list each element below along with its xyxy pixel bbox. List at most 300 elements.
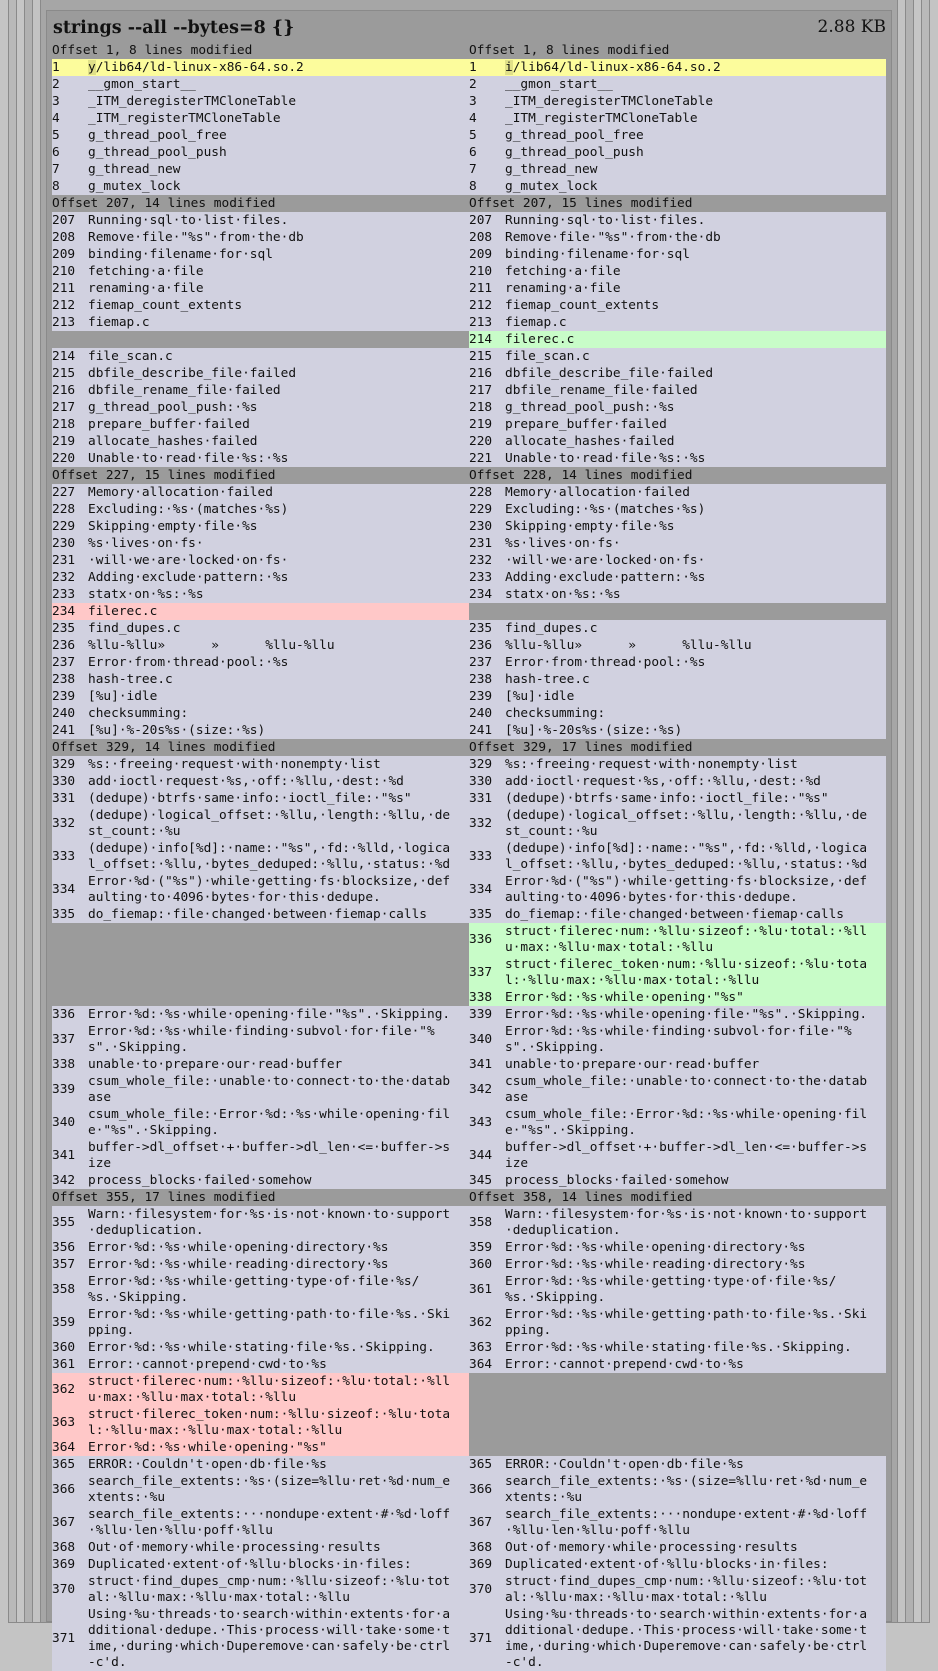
- left-cell: [52, 110, 469, 127]
- line-text: Error·%d:·%s·while·opening·file·"%s".·Skipping.: [505, 1007, 868, 1022]
- diff-row: [52, 229, 886, 246]
- line-number: 340: [469, 1032, 493, 1047]
- diff-row: [52, 365, 886, 382]
- right-cell: [469, 382, 886, 399]
- line-text: %s·lives·on·fs·: [88, 536, 204, 551]
- diff-row: [52, 1539, 886, 1556]
- left-cell: [52, 348, 469, 365]
- line-text: Out·of·memory·while·processing·results: [88, 1540, 381, 1555]
- line-number: 230: [52, 536, 76, 551]
- line-text: renaming·a·file: [505, 281, 621, 296]
- line-number: 238: [469, 672, 493, 687]
- line-text: Error·%d:·%s·while·reading·directory·%s: [505, 1257, 806, 1272]
- line-text: (dedupe)·info[%d]:·name:·"%s",·fd:·%lld,·logical_offset:·%llu,·bytes_deduped:·%llu,·status:·%d: [505, 841, 868, 872]
- diff-row: [52, 76, 886, 93]
- line-number: 207: [52, 213, 76, 228]
- diff-row: [52, 1273, 886, 1306]
- line-number: 370: [52, 1582, 76, 1597]
- left-cell: [52, 1139, 469, 1172]
- line-text: filerec.c: [88, 604, 158, 619]
- left-cell: [52, 1306, 469, 1339]
- diff-row: [52, 484, 886, 501]
- line-number: 356: [52, 1240, 76, 1255]
- diff-row: [52, 654, 886, 671]
- right-cell: [469, 671, 886, 688]
- line-text: fetching·a·file: [505, 264, 621, 279]
- line-text: [505, 603, 872, 620]
- line-number: 221: [469, 451, 493, 466]
- line-number: 334: [469, 882, 493, 897]
- diff-row: [52, 1172, 886, 1189]
- line-number: 336: [52, 1007, 76, 1022]
- line-text: filerec.c: [505, 332, 575, 347]
- left-cell: [52, 637, 469, 654]
- line-number: 241: [469, 723, 493, 738]
- line-number: 217: [469, 383, 493, 398]
- right-cell: [469, 314, 886, 331]
- line-text: Error·%d:·%s·while·finding·subvol·for·file·"%s".·Skipping.: [505, 1024, 852, 1055]
- left-cell: [52, 229, 469, 246]
- line-text: _ITM_registerTMCloneTable: [505, 111, 698, 126]
- left-cell: [52, 178, 469, 195]
- line-number: 239: [52, 689, 76, 704]
- line-text: [%u]·%-20s%s·(size:·%s): [505, 723, 683, 738]
- line-number: 233: [52, 587, 76, 602]
- line-text: %s:·freeing·request·with·nonempty·list: [88, 757, 381, 772]
- right-cell: [469, 280, 886, 297]
- line-number: 228: [469, 485, 493, 500]
- line-number: [52, 923, 88, 956]
- diff-row: [52, 518, 886, 535]
- line-text: ·will·we·are·locked·on·fs·: [88, 553, 289, 568]
- right-cell: [469, 59, 886, 76]
- line-number: 341: [52, 1148, 76, 1163]
- changed-char: y: [88, 60, 96, 75]
- right-cell: [469, 906, 886, 923]
- left-cell: [52, 705, 469, 722]
- right-cell: [469, 1373, 886, 1406]
- diff-row: [52, 59, 886, 76]
- line-number: 369: [52, 1557, 76, 1572]
- line-text: ERROR:·Couldn't·open·db·file·%s: [88, 1457, 327, 1472]
- line-number: 232: [469, 553, 493, 568]
- line-number: 366: [52, 1482, 76, 1497]
- right-cell: [469, 365, 886, 382]
- left-cell: [52, 1339, 469, 1356]
- hunk-right: Offset 329, 17 lines modified: [469, 740, 693, 755]
- line-number: 369: [469, 1557, 493, 1572]
- line-text: Unable·to·read·file·%s:·%s: [88, 451, 289, 466]
- line-text: fiemap.c: [505, 315, 567, 330]
- line-number: 209: [469, 247, 493, 262]
- line-number: 332: [52, 816, 76, 831]
- line-text: do_fiemap:·file·changed·between·fiemap·calls: [505, 907, 844, 922]
- line-number: 371: [469, 1631, 493, 1646]
- right-cell: [469, 1139, 886, 1172]
- line-text: Skipping·empty·file·%s: [505, 519, 675, 534]
- left-cell: [52, 280, 469, 297]
- diff-row: [52, 989, 886, 1006]
- right-cell: [469, 399, 886, 416]
- line-text: %llu-%llu» » %llu-%llu: [88, 638, 335, 653]
- right-cell: [469, 1206, 886, 1239]
- line-number: 241: [52, 723, 76, 738]
- line-number: 360: [52, 1340, 76, 1355]
- line-text: (dedupe)·info[%d]:·name:·"%s",·fd:·%lld,·logical_offset:·%llu,·bytes_deduped:·%llu,·status:·%d: [88, 841, 451, 872]
- line-number: [469, 1406, 505, 1439]
- line-number: 8: [52, 179, 60, 194]
- right-cell: [469, 1606, 886, 1671]
- left-cell: [52, 1473, 469, 1506]
- line-text: (dedupe)·btrfs·same·info:·ioctl_file:·"%s": [88, 791, 412, 806]
- right-cell: [469, 773, 886, 790]
- right-cell: [469, 1106, 886, 1139]
- line-number: 7: [469, 162, 477, 177]
- left-cell: [52, 1506, 469, 1539]
- hunk-header: [52, 1189, 886, 1206]
- diff-row: [52, 331, 886, 348]
- line-text: struct·filerec·num:·%llu·sizeof:·%lu·total:·%llu·max:·%llu·max·total:·%llu: [505, 924, 868, 955]
- right-cell: [469, 297, 886, 314]
- line-text: binding·filename·for·sql: [88, 247, 273, 262]
- line-text: checksumming:: [505, 706, 606, 721]
- line-text: Out·of·memory·while·processing·results: [505, 1540, 798, 1555]
- line-number: 4: [52, 111, 60, 126]
- right-cell: [469, 416, 886, 433]
- diff-row: [52, 773, 886, 790]
- line-text: allocate_hashes·failed: [88, 434, 258, 449]
- diff-row: [52, 1023, 886, 1056]
- line-text: [505, 1406, 872, 1439]
- left-cell: [52, 1456, 469, 1473]
- line-number: 216: [469, 366, 493, 381]
- line-number: 339: [469, 1007, 493, 1022]
- diff-row: [52, 501, 886, 518]
- line-text: [88, 923, 455, 956]
- line-text: Warn:·filesystem·for·%s·is·not·known·to·support·deduplication.: [88, 1207, 451, 1238]
- left-cell: [52, 569, 469, 586]
- line-number: 213: [52, 315, 76, 330]
- left-cell: [52, 365, 469, 382]
- line-number: 229: [52, 519, 76, 534]
- right-cell: [469, 76, 886, 93]
- line-number: 7: [52, 162, 60, 177]
- diff-row: [52, 1373, 886, 1406]
- diff-row: [52, 956, 886, 989]
- line-number: 210: [469, 264, 493, 279]
- left-cell: [52, 1006, 469, 1023]
- line-text: hash-tree.c: [505, 672, 590, 687]
- line-number: 341: [469, 1057, 493, 1072]
- left-cell: [52, 956, 469, 989]
- line-number: 345: [469, 1173, 493, 1188]
- right-cell: [469, 1256, 886, 1273]
- diff-row: [52, 603, 886, 620]
- line-text: dbfile_rename_file·failed: [88, 383, 281, 398]
- line-text: g_thread_pool_free: [88, 128, 227, 143]
- line-text: search_file_extents:·%s·(size=%llu·ret·%d·num_extents:·%u: [88, 1474, 451, 1505]
- diff-row: [52, 1556, 886, 1573]
- hunk-left: Offset 227, 15 lines modified: [52, 468, 276, 483]
- hunk-right: Offset 1, 8 lines modified: [469, 43, 670, 58]
- line-number: 360: [469, 1257, 493, 1272]
- line-number: 217: [52, 400, 76, 415]
- line-text: %s·lives·on·fs·: [505, 536, 621, 551]
- hunk-right: Offset 358, 14 lines modified: [469, 1190, 693, 1205]
- line-text: process_blocks·failed·somehow: [88, 1173, 312, 1188]
- hunk-left: Offset 207, 14 lines modified: [52, 196, 276, 211]
- left-cell: [52, 127, 469, 144]
- line-number: 216: [52, 383, 76, 398]
- line-number: 365: [52, 1457, 76, 1472]
- diff-row: [52, 906, 886, 923]
- line-text: [505, 1373, 872, 1406]
- line-number: 2: [52, 77, 60, 92]
- right-cell: [469, 603, 886, 620]
- line-text: [88, 956, 455, 989]
- line-text: Error:·cannot·prepend·cwd·to·%s: [505, 1357, 744, 1372]
- left-cell: [52, 1439, 469, 1456]
- right-cell: [469, 1439, 886, 1456]
- left-cell: [52, 1406, 469, 1439]
- line-text: unable·to·prepare·our·read·buffer: [88, 1057, 343, 1072]
- hunk-header: [52, 467, 886, 484]
- line-text: g_mutex_lock: [505, 179, 598, 194]
- line-number: 227: [52, 485, 76, 500]
- diff-row: [52, 569, 886, 586]
- diff-row: [52, 586, 886, 603]
- line-text: Error:·cannot·prepend·cwd·to·%s: [88, 1357, 327, 1372]
- line-number: 229: [469, 502, 493, 517]
- line-text: renaming·a·file: [88, 281, 204, 296]
- right-cell: [469, 263, 886, 280]
- line-text: file_scan.c: [505, 349, 590, 364]
- right-cell: [469, 637, 886, 654]
- line-text: Warn:·filesystem·for·%s·is·not·known·to·support·deduplication.: [505, 1207, 868, 1238]
- line-number: 358: [469, 1215, 493, 1230]
- line-number: 357: [52, 1257, 76, 1272]
- line-number: 370: [469, 1582, 493, 1597]
- diff-row: [52, 348, 886, 365]
- line-text: Remove·file·"%s"·from·the·db: [88, 230, 304, 245]
- line-text: Memory·allocation·failed: [88, 485, 273, 500]
- line-number: [469, 1373, 505, 1406]
- right-cell: [469, 501, 886, 518]
- line-text: g_thread_pool_push:·%s: [88, 400, 258, 415]
- line-number: 4: [469, 111, 477, 126]
- diff-row: [52, 620, 886, 637]
- line-number: 6: [469, 145, 477, 160]
- left-cell: [52, 773, 469, 790]
- line-text: fiemap.c: [88, 315, 150, 330]
- left-cell: [52, 756, 469, 773]
- line-number: 333: [52, 849, 76, 864]
- right-cell: [469, 1073, 886, 1106]
- left-cell: [52, 1106, 469, 1139]
- right-cell: [469, 331, 886, 348]
- diff-row: [52, 110, 886, 127]
- line-text: __gmon_start__: [505, 77, 613, 92]
- line-number: 338: [469, 990, 493, 1005]
- hunk-left: Offset 355, 17 lines modified: [52, 1190, 276, 1205]
- diff-row: [52, 1339, 886, 1356]
- line-text: buffer->dl_offset·+·buffer->dl_len·<=·buffer->size: [505, 1140, 868, 1171]
- line-number: 231: [52, 553, 76, 568]
- line-text: hash-tree.c: [88, 672, 173, 687]
- line-number: 215: [469, 349, 493, 364]
- line-number: 6: [52, 145, 60, 160]
- line-text: statx·on·%s:·%s: [88, 587, 204, 602]
- line-number: 364: [52, 1440, 76, 1455]
- line-number: [52, 331, 88, 348]
- diff-title: strings --all --bytes=8 {}: [53, 18, 295, 38]
- diff-row: [52, 178, 886, 195]
- diff-row: [52, 1106, 886, 1139]
- line-number: 363: [469, 1340, 493, 1355]
- left-cell: [52, 161, 469, 178]
- line-number: 361: [469, 1282, 493, 1297]
- line-text: add·ioctl·request·%s,·off:·%llu,·dest:·%d: [88, 774, 404, 789]
- diff-row: [52, 535, 886, 552]
- line-number: 238: [52, 672, 76, 687]
- line-text: g_thread_pool_push: [88, 145, 227, 160]
- line-text: _ITM_deregisterTMCloneTable: [88, 94, 297, 109]
- line-number: 339: [52, 1082, 76, 1097]
- diff-row: [52, 1306, 886, 1339]
- right-cell: [469, 93, 886, 110]
- line-text: dbfile_describe_file·failed: [505, 366, 714, 381]
- line-number: 213: [469, 315, 493, 330]
- line-text: %llu-%llu» » %llu-%llu: [505, 638, 752, 653]
- line-text: fetching·a·file: [88, 264, 204, 279]
- line-number: 359: [52, 1315, 76, 1330]
- hunk-right: Offset 228, 14 lines modified: [469, 468, 693, 483]
- line-text: [88, 989, 455, 1006]
- hunk-left: Offset 329, 14 lines modified: [52, 740, 276, 755]
- right-cell: [469, 620, 886, 637]
- diff-row: [52, 1239, 886, 1256]
- diff-row: [52, 1006, 886, 1023]
- right-cell: [469, 246, 886, 263]
- line-text: Error·%d·("%s")·while·getting·fs·blocksize,·defaulting·to·4096·bytes·for·this·dedupe.: [88, 874, 451, 905]
- line-text: Duplicated·extent·of·%llu·blocks·in·files:: [505, 1557, 829, 1572]
- line-number: 330: [52, 774, 76, 789]
- line-number: 361: [52, 1357, 76, 1372]
- right-cell: [469, 1406, 886, 1439]
- right-cell: [469, 1506, 886, 1539]
- line-text: g_mutex_lock: [88, 179, 181, 194]
- diff-row: [52, 1256, 886, 1273]
- diff-row: [52, 1473, 886, 1506]
- line-text: Error·%d:·%s·while·getting·type·of·file·%s/ %s.·Skipping.: [88, 1274, 420, 1305]
- line-number: 366: [469, 1482, 493, 1497]
- line-text: add·ioctl·request·%s,·off:·%llu,·dest:·%d: [505, 774, 821, 789]
- diff-row: [52, 552, 886, 569]
- line-text: buffer->dl_offset·+·buffer->dl_len·<=·buffer->size: [88, 1140, 451, 1171]
- line-number: 335: [52, 907, 76, 922]
- line-text: g_thread_new: [88, 162, 181, 177]
- line-text: csum_whole_file:·Error·%d:·%s·while·opening·file·"%s".·Skipping.: [88, 1107, 451, 1138]
- line-number: 235: [52, 621, 76, 636]
- left-cell: [52, 671, 469, 688]
- left-cell: [52, 1073, 469, 1106]
- diff-row: [52, 1606, 886, 1671]
- right-cell: [469, 1356, 886, 1373]
- diff-row: [52, 382, 886, 399]
- line-number: 208: [469, 230, 493, 245]
- right-cell: [469, 535, 886, 552]
- diff-row: [52, 127, 886, 144]
- line-text: checksumming:: [88, 706, 189, 721]
- left-cell: [52, 906, 469, 923]
- line-number: [469, 603, 505, 620]
- diff-row: [52, 297, 886, 314]
- line-number: [52, 989, 88, 1006]
- right-cell: [469, 1172, 886, 1189]
- left-cell: [52, 1172, 469, 1189]
- right-cell: [469, 450, 886, 467]
- line-number: 358: [52, 1282, 76, 1297]
- line-text: Error·%d:·%s·while·getting·path·to·file·%s.·Skipping.: [88, 1307, 451, 1338]
- hunk-header: [52, 195, 886, 212]
- line-number: 368: [52, 1540, 76, 1555]
- diff-row: [52, 1206, 886, 1239]
- line-number: 359: [469, 1240, 493, 1255]
- right-cell: [469, 1539, 886, 1556]
- line-number: 342: [52, 1173, 76, 1188]
- line-number: 240: [52, 706, 76, 721]
- line-number: 232: [52, 570, 76, 585]
- diff-row: [52, 314, 886, 331]
- line-number: 3: [469, 94, 477, 109]
- left-cell: [52, 212, 469, 229]
- left-cell: [52, 923, 469, 956]
- line-text: Error·%d:·%s·while·getting·type·of·file·%s/ %s.·Skipping.: [505, 1274, 837, 1305]
- line-text: %s:·freeing·request·with·nonempty·list: [505, 757, 798, 772]
- left-cell: [52, 873, 469, 906]
- line-number: 1: [52, 60, 60, 75]
- line-text: [%u]·idle: [88, 689, 158, 704]
- left-cell: [52, 59, 469, 76]
- right-cell: [469, 923, 886, 956]
- line-text: struct·filerec_token·num:·%llu·sizeof:·%lu·total:·%llu·max:·%llu·max·total:·%llu: [505, 957, 868, 988]
- left-cell: [52, 263, 469, 280]
- diff-row: [52, 416, 886, 433]
- diff-row: [52, 246, 886, 263]
- line-text: Unable·to·read·file·%s:·%s: [505, 451, 706, 466]
- diff-row: [52, 1406, 886, 1439]
- line-text: search_file_extents:···nondupe·extent·#·%d·loff·%llu·len·%llu·poff·%llu: [88, 1507, 451, 1538]
- diff-row: [52, 705, 886, 722]
- line-number: 218: [469, 400, 493, 415]
- right-cell: [469, 654, 886, 671]
- line-number: 344: [469, 1148, 493, 1163]
- right-cell: [469, 1473, 886, 1506]
- line-number: 231: [469, 536, 493, 551]
- right-cell: [469, 873, 886, 906]
- line-number: 236: [469, 638, 493, 653]
- line-number: 220: [469, 434, 493, 449]
- left-cell: [52, 620, 469, 637]
- line-text: Error·%d:·%s·while·opening·"%s": [505, 990, 744, 1005]
- right-cell: [469, 1239, 886, 1256]
- line-text: Error·%d:·%s·while·opening·file·"%s".·Skipping.: [88, 1007, 451, 1022]
- left-cell: [52, 297, 469, 314]
- right-cell: [469, 1339, 886, 1356]
- diff-row: [52, 1356, 886, 1373]
- diff-row: [52, 1056, 886, 1073]
- line-text: Adding·exclude·pattern:·%s: [88, 570, 289, 585]
